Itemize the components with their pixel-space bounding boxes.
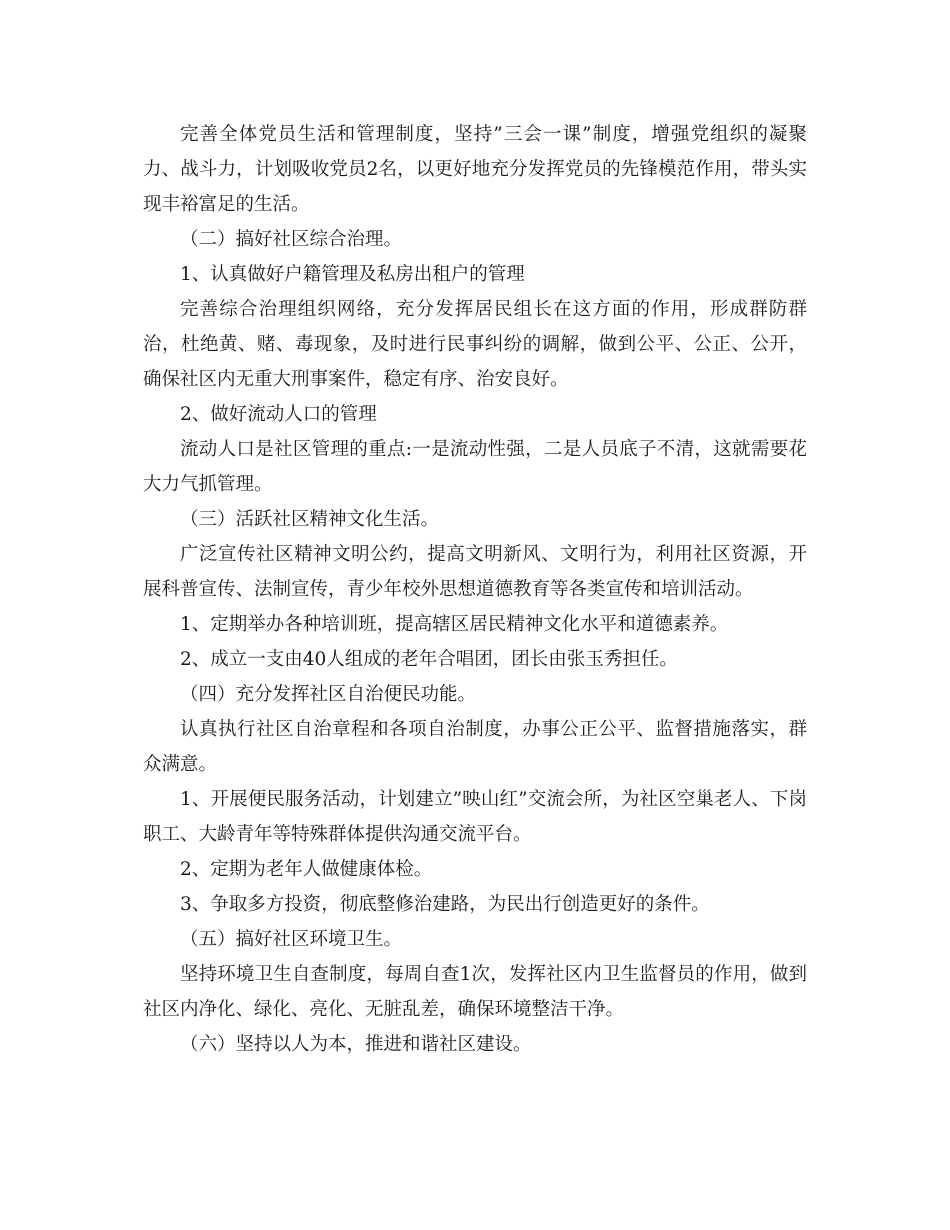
item-service-activities: 1、开展便民服务活动，计划建立”映山红”交流会所，为社区空巢老人、下岗职工、大龄青年等特殊群体提供沟通交流平台。 (143, 789, 807, 845)
paragraph-floating-population: 流动人口是社区管理的重点:一是流动性强，二是人员底子不清，这就需要花大力气抓管理。 (143, 439, 807, 495)
item-road-repair: 3、争取多方投资，彻底整修治建路，为民出行创造更好的条件。 (180, 894, 710, 915)
document-body (143, 117, 807, 1062)
item-household-registration: 1、认真做好户籍管理及私房出租户的管理 (180, 264, 525, 285)
paragraph-self-governance: 认真执行社区自治章程和各项自治制度，办事公正公平、监督措施落实，群众满意。 (143, 719, 807, 775)
paragraph-comprehensive-governance: 完善综合治理组织网络，充分发挥居民组长在这方面的作用，形成群防群治，杜绝黄、赌、毒现象，及时进行民事纠纷的调解，做到公平、公正、公开，确保社区内无重大刑事案件，稳定有序、治安良好。 (143, 299, 807, 390)
paragraph-civilization: 广泛宣传社区精神文明公约，提高文明新风、文明行为，利用社区资源，开展科普宣传、法制宣传，青少年校外思想道德教育等各类宣传和培训活动。 (143, 544, 807, 600)
item-health-checkup: 2、定期为老年人做健康体检。 (180, 859, 433, 880)
section-heading-3: （三）活跃社区精神文化生活。 (180, 509, 440, 530)
paragraph-party-members: 完善全体党员生活和管理制度，坚持”三会一课”制度，增强党组织的凝聚力、战斗力，计划吸收党员2名，以更好地充分发挥党员的先锋模范作用，带头实现丰裕富足的生活。 (143, 124, 807, 215)
item-floating-population: 2、做好流动人口的管理 (180, 404, 377, 425)
section-heading-2: （二）搞好社区综合治理。 (180, 229, 403, 250)
section-heading-6: （六）坚持以人为本，推进和谐社区建设。 (180, 1034, 532, 1055)
section-heading-4: （四）充分发挥社区自治便民功能。 (180, 684, 477, 705)
section-heading-5: （五）搞好社区环境卫生。 (180, 929, 403, 950)
item-training-classes: 1、定期举办各种培训班，提高辖区居民精神文化水平和道德素养。 (180, 614, 729, 635)
item-choir: 2、成立一支由40人组成的老年合唱团，团长由张玉秀担任。 (180, 649, 678, 670)
paragraph-sanitation: 坚持环境卫生自查制度，每周自查1次，发挥社区内卫生监督员的作用，做到社区内净化、绿化、亮化、无脏乱差，确保环境整洁干净。 (143, 964, 807, 1020)
